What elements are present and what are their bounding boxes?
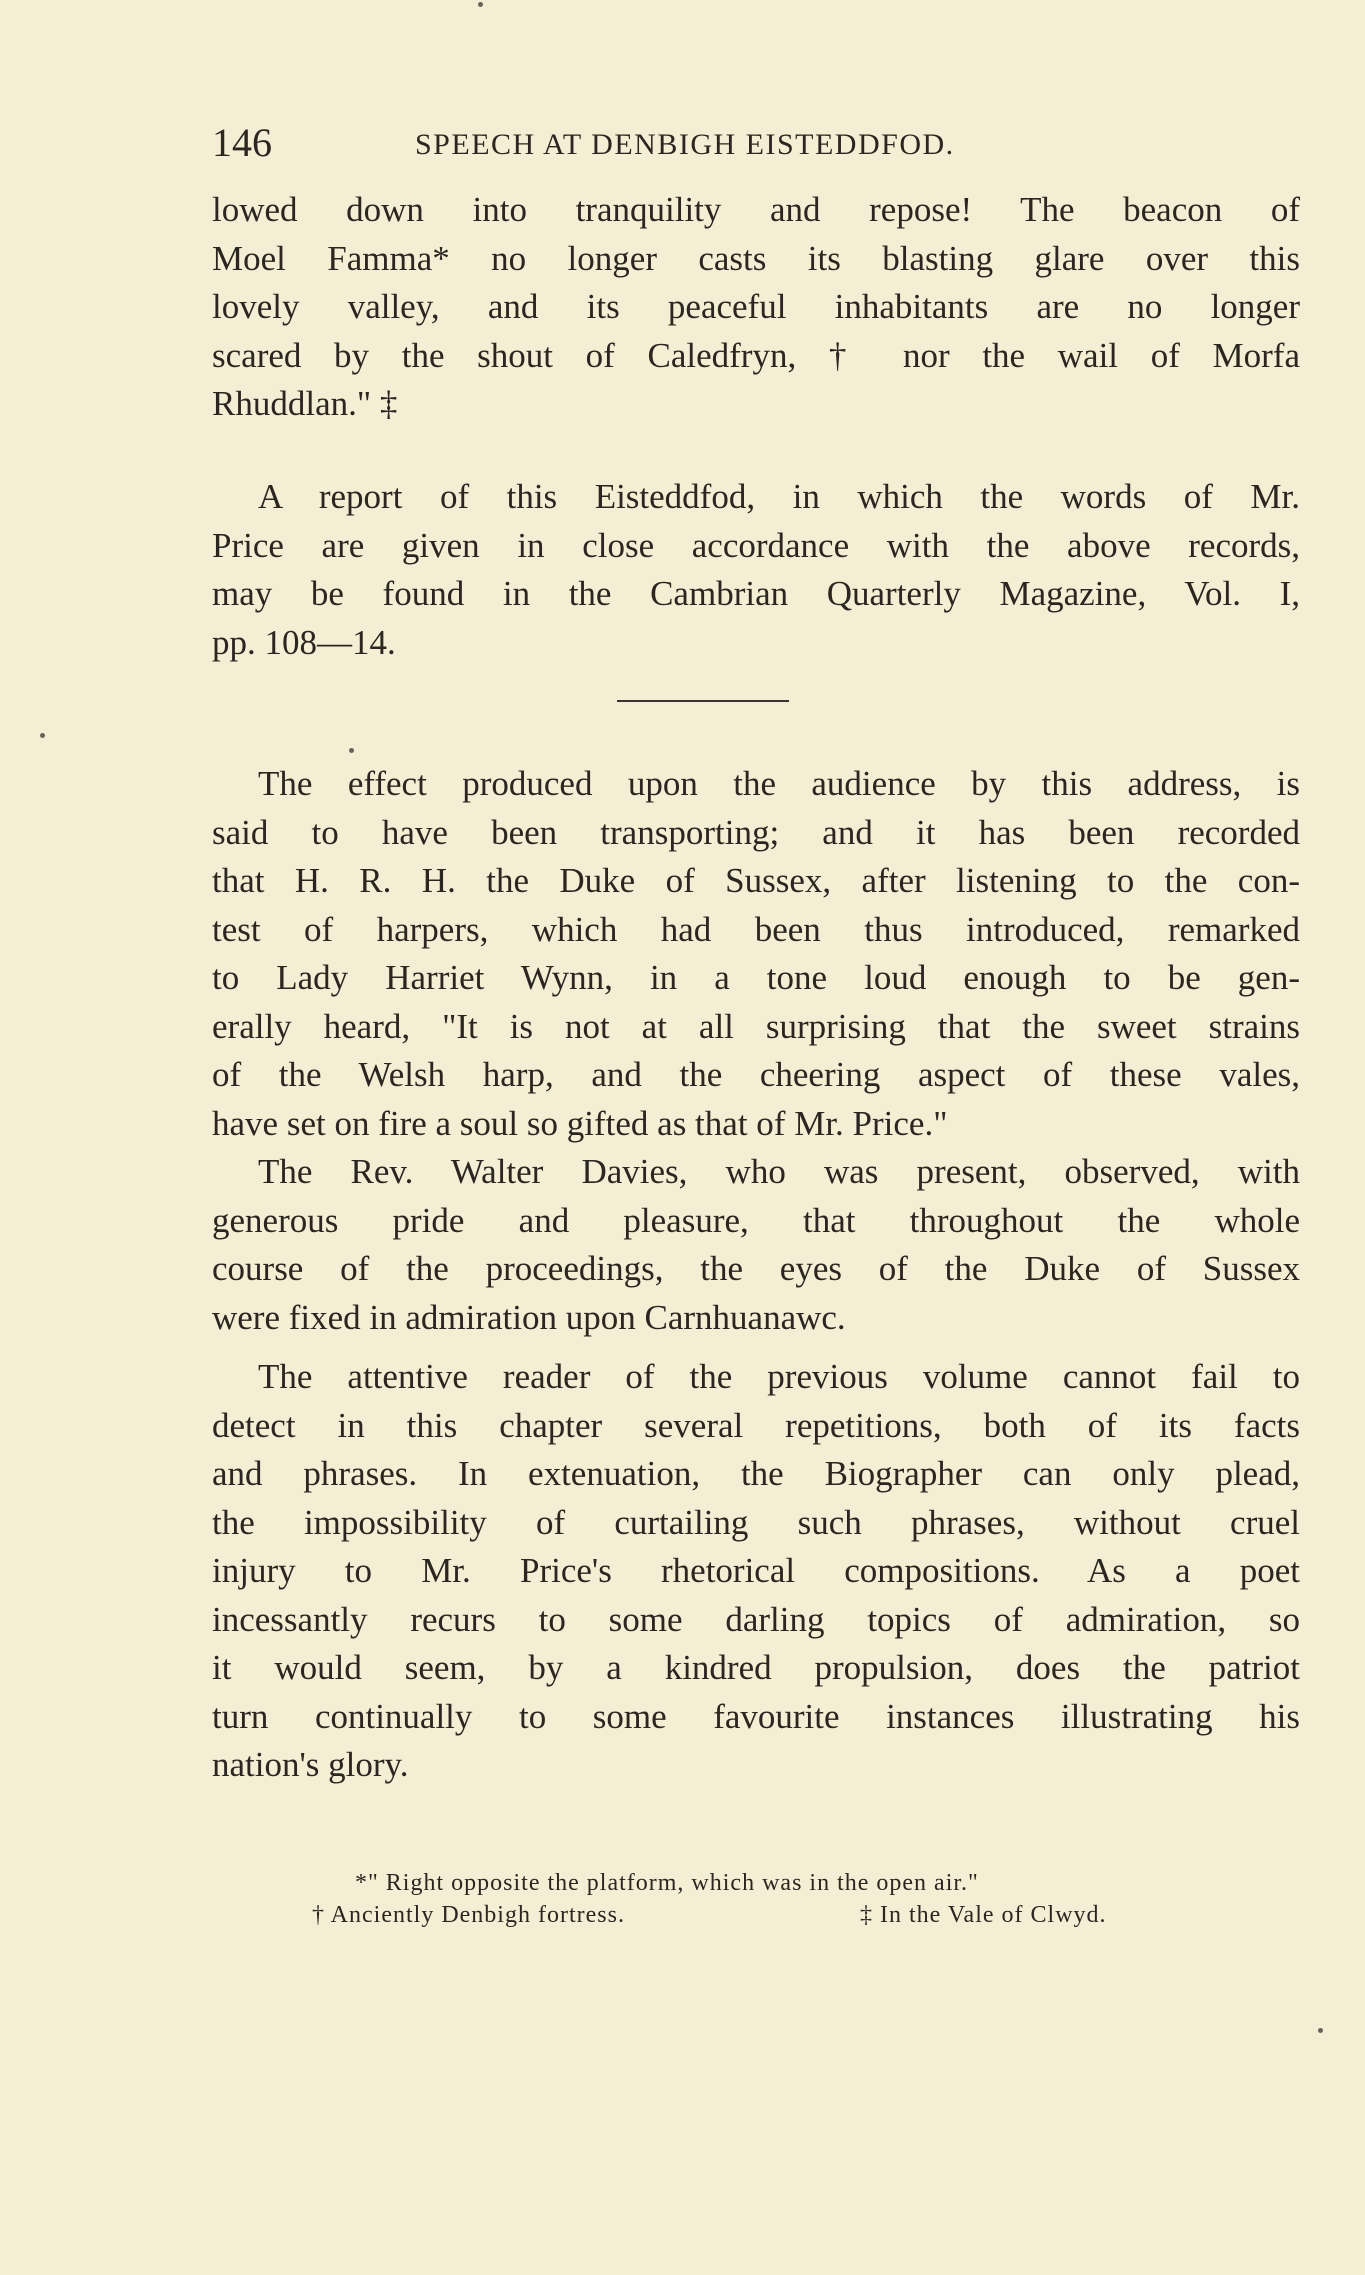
footnote-star: *" Right opposite the platform, which was in the open air." bbox=[355, 1870, 979, 1896]
text-line: Moel Famma* no longer casts its blasting glare over this bbox=[212, 238, 1300, 278]
text-line: said to have been transporting; and it has been recorded bbox=[212, 812, 1300, 852]
text-line: of the Welsh harp, and the cheering aspect of these vales, bbox=[212, 1055, 1300, 1094]
paragraph-walter-davies bbox=[212, 1148, 1300, 1342]
footnote-double-dagger: ‡ In the Vale of Clwyd. bbox=[860, 1902, 1107, 1928]
text-line: course of the proceedings, the eyes of the Duke of Sussex bbox=[212, 1249, 1300, 1288]
text-line: generous pride and pleasure, that throughout the whole bbox=[212, 1200, 1300, 1240]
text-line: test of harpers, which had been thus introduced, remarked bbox=[212, 909, 1300, 949]
text-line: it would seem, by a kindred propulsion, does the patriot bbox=[212, 1648, 1300, 1687]
text-line: The attentive reader of the previous volume cannot fail to bbox=[258, 1357, 1300, 1396]
page-header bbox=[212, 118, 1292, 168]
text-line: The Rev. Walter Davies, who was present, observed, with bbox=[258, 1152, 1300, 1191]
text-line: The effect produced upon the audience by this address, is bbox=[258, 764, 1300, 803]
text-line: pp. 108—14. bbox=[212, 622, 396, 662]
text-line: that H. R. H. the Duke of Sussex, after listening to the con- bbox=[212, 861, 1300, 900]
text-line: scared by the shout of Caledfryn, † nor the wail of Morfa bbox=[212, 335, 1300, 375]
running-title: SPEECH AT DENBIGH EISTEDDFOD. bbox=[415, 128, 955, 161]
paragraph-report-note bbox=[212, 473, 1300, 667]
ink-speck bbox=[40, 733, 45, 738]
text-line: detect in this chapter several repetitions, both of its facts bbox=[212, 1405, 1300, 1445]
ink-speck bbox=[349, 748, 354, 753]
footnote-dagger: † Anciently Denbigh fortress. bbox=[312, 1902, 625, 1928]
text-line: have set on fire a soul so gifted as that of Mr. Price." bbox=[212, 1103, 948, 1143]
text-line: nation's glory. bbox=[212, 1745, 409, 1784]
text-line: turn continually to some favourite instances illustrating his bbox=[212, 1696, 1300, 1736]
text-line: A report of this Eisteddfod, in which the words of Mr. bbox=[258, 477, 1300, 516]
ink-speck bbox=[1318, 2028, 1323, 2033]
text-line: the impossibility of curtailing such phrases, without cruel bbox=[212, 1502, 1300, 1542]
text-line: may be found in the Cambrian Quarterly Magazine, Vol. I, bbox=[212, 574, 1300, 613]
paragraph-attentive-reader bbox=[212, 1353, 1300, 1790]
text-line: Price are given in close accordance with the above records, bbox=[212, 525, 1300, 565]
text-line: Rhuddlan." ‡ bbox=[212, 384, 398, 423]
text-line: and phrases. In extenuation, the Biographer can only plead, bbox=[212, 1454, 1300, 1493]
text-line: lowed down into tranquility and repose! The beacon of bbox=[212, 190, 1300, 229]
text-line: were fixed in admiration upon Carnhuanawc. bbox=[212, 1297, 846, 1337]
paragraph-effect bbox=[212, 760, 1300, 1148]
footnotes bbox=[300, 1867, 1220, 1931]
section-divider bbox=[617, 700, 789, 702]
ink-speck bbox=[478, 2, 483, 7]
page-number: 146 bbox=[212, 120, 272, 165]
text-line: to Lady Harriet Wynn, in a tone loud enough to be gen- bbox=[212, 958, 1300, 997]
text-line: erally heard, "It is not at all surprising that the sweet strains bbox=[212, 1006, 1300, 1046]
footnote-row bbox=[300, 1899, 1220, 1931]
paragraph-continued bbox=[212, 186, 1300, 429]
text-line: incessantly recurs to some darling topics of admiration, so bbox=[212, 1599, 1300, 1639]
text-line: lovely valley, and its peaceful inhabitants are no longer bbox=[212, 287, 1300, 326]
text-line: injury to Mr. Price's rhetorical compositions. As a poet bbox=[212, 1551, 1300, 1590]
